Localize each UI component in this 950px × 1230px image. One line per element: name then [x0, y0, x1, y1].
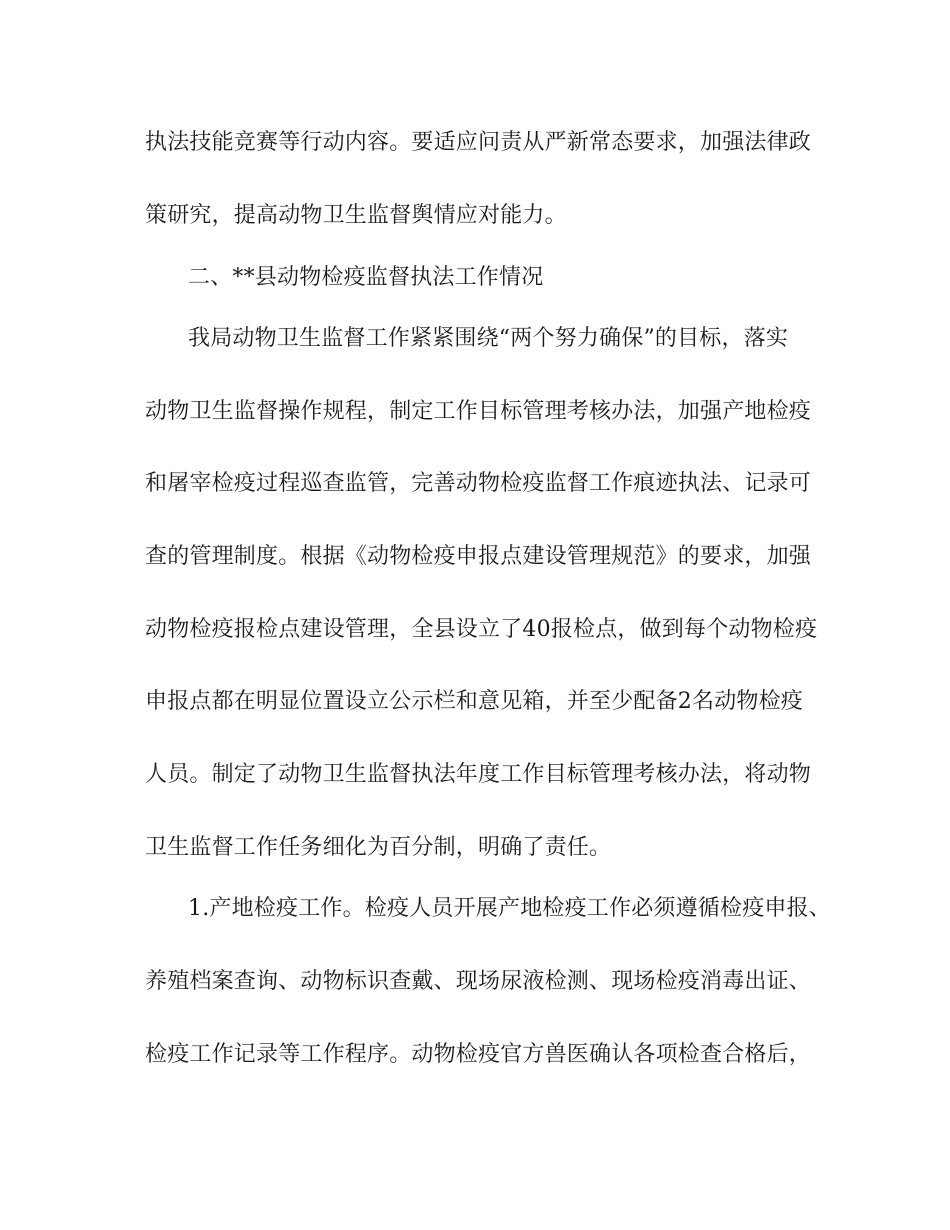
body-text-line: 申报点都在明显位置设立公示栏和意见箱，并至少配备2名动物检疫 [145, 689, 803, 714]
body-text-line: 我局动物卫生监督工作紧紧围绕“两个努力确保”的目标，落实 [188, 326, 789, 351]
body-text-line: 养殖档案查询、动物标识查戴、现场尿液检测、现场检疫消毒出证、 [145, 969, 812, 994]
body-text-line: 策研究，提高动物卫生监督舆情应对能力。 [145, 203, 567, 228]
body-text-line: 人员。制定了动物卫生监督执法年度工作目标管理考核办法，将动物 [145, 762, 812, 787]
body-text-line: 执法技能竞赛等行动内容。要适应问责从严新常态要求，加强法律政 [145, 130, 812, 155]
body-text-line: 动物检疫报检点建设管理，全县设立了40报检点，做到每个动物检疫 [145, 617, 818, 642]
body-text-line: 查的管理制度。根据《动物检疫申报点建设管理规范》的要求，加强 [145, 544, 812, 569]
body-text-line: 卫生监督工作任务细化为百分制，明确了责任。 [145, 835, 612, 860]
section-heading: 二、**县动物检疫监督执法工作情况 [188, 265, 544, 290]
body-text-line: 检疫工作记录等工作程序。动物检疫官方兽医确认各项检查合格后， [145, 1042, 812, 1067]
body-text-line: 和屠宰检疫过程巡查监管，完善动物检疫监督工作痕迹执法、记录可 [145, 471, 812, 496]
body-text-line: 动物卫生监督操作规程，制定工作目标管理考核办法，加强产地检疫 [145, 399, 812, 424]
subsection-line: 1.产地检疫工作。检疫人员开展产地检疫工作必须遵循检疫申报、 [188, 896, 831, 921]
